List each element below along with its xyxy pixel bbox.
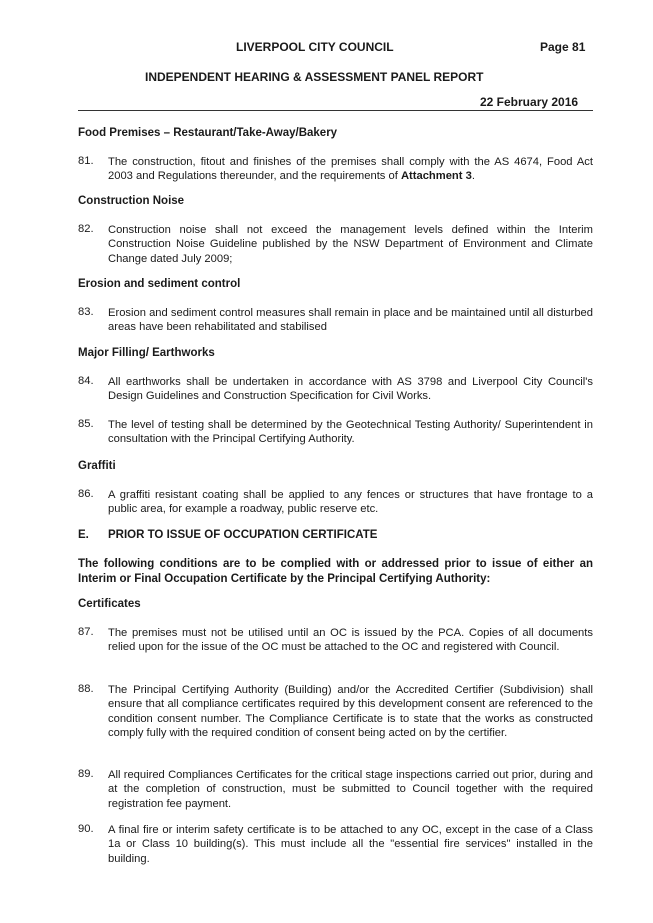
condition-85-number: 85. <box>78 418 94 430</box>
condition-90-text: A final fire or interim safety certificate is to be attached to any OC, except in the case of a Class 1a or Class 10 building(s). This must include all the "essential fire services" installed in the building. <box>108 824 593 865</box>
condition-89-number: 89. <box>78 768 94 780</box>
condition-84-number: 84. <box>78 375 94 387</box>
condition-85-text: The level of testing shall be determined by the Geotechnical Testing Authority/ Superintendent in consultation with the Principal Certifying Authority. <box>108 419 593 446</box>
council-name: LIVERPOOL CITY COUNCIL <box>236 40 394 54</box>
condition-86-text: A graffiti resistant coating shall be applied to any fences or structures that have frontage to a public area, for example a roadway, public reserve etc. <box>108 489 593 516</box>
condition-83-text: Erosion and sediment control measures shall remain in place and be maintained until all disturbed areas have been rehabilitated and stabilised <box>108 307 593 334</box>
condition-82-number: 82. <box>78 223 94 235</box>
condition-82-text: Construction noise shall not exceed the management levels defined within the Interim Construction Noise Guideline published by the NSW Department of Environment and Climate Change dated July 2009; <box>108 224 593 265</box>
condition-81-end: . <box>471 170 475 183</box>
heading-filling: Major Filling/ Earthworks <box>78 347 215 359</box>
section-e-intro: The following conditions are to be complied with or addressed prior to issue of either an Interim or Final Occupation Certificate by the Principal Certifying Authority: <box>78 558 593 585</box>
section-e-title: PRIOR TO ISSUE OF OCCUPATION CERTIFICATE <box>108 529 378 541</box>
condition-89-text: All required Compliances Certificates for the critical stage inspections carried out prior, during and at the completion of construction, must be submitted to Council together with the required registration fee payment. <box>108 769 593 810</box>
condition-81-text <box>108 155 593 184</box>
heading-construction-noise: Construction Noise <box>78 195 185 207</box>
condition-88-text: The Principal Certifying Authority (Building) and/or the Accredited Certifier (Subdivision) shall ensure that all compliance certificates required by this development consent are referenced to the condition consent number. The Compliance Certificate is to state that the works as constructed comply fully with the required condition of consent being acted on by the certifier. <box>108 684 593 739</box>
condition-87-number: 87. <box>78 626 94 638</box>
heading-certificates: Certificates <box>78 598 141 610</box>
header-rule <box>78 110 593 111</box>
condition-88-number: 88. <box>78 683 94 695</box>
report-title: INDEPENDENT HEARING & ASSESSMENT PANEL REPORT <box>145 70 484 84</box>
report-date: 22 February 2016 <box>480 95 579 109</box>
heading-erosion: Erosion and sediment control <box>78 278 241 290</box>
heading-graffiti: Graffiti <box>78 460 116 472</box>
condition-90-number: 90. <box>78 823 94 835</box>
condition-86-number: 86. <box>78 488 94 500</box>
condition-87-text: The premises must not be utilised until an OC is issued by the PCA. Copies of all documents relied upon for the issue of the OC must be attached to the OC and registered with Council. <box>108 627 593 654</box>
condition-81-number: 81. <box>78 155 94 167</box>
page-number: Page 81 <box>540 40 586 54</box>
condition-83-number: 83. <box>78 306 94 318</box>
attachment-ref: Attachment 3 <box>400 170 472 183</box>
condition-84-text: All earthworks shall be undertaken in accordance with AS 3798 and Liverpool City Council's Design Guidelines and Construction Specification for Civil Works. <box>108 376 593 403</box>
section-e-letter: E. <box>78 529 89 541</box>
heading-food-premises: Food Premises – Restaurant/Take-Away/Bakery <box>78 127 338 139</box>
condition-81-body: The construction, fitout and finishes of the premises shall comply with the AS 4674, Food Act 2003 and Regulations thereunder, and the requirements of <box>108 156 593 183</box>
